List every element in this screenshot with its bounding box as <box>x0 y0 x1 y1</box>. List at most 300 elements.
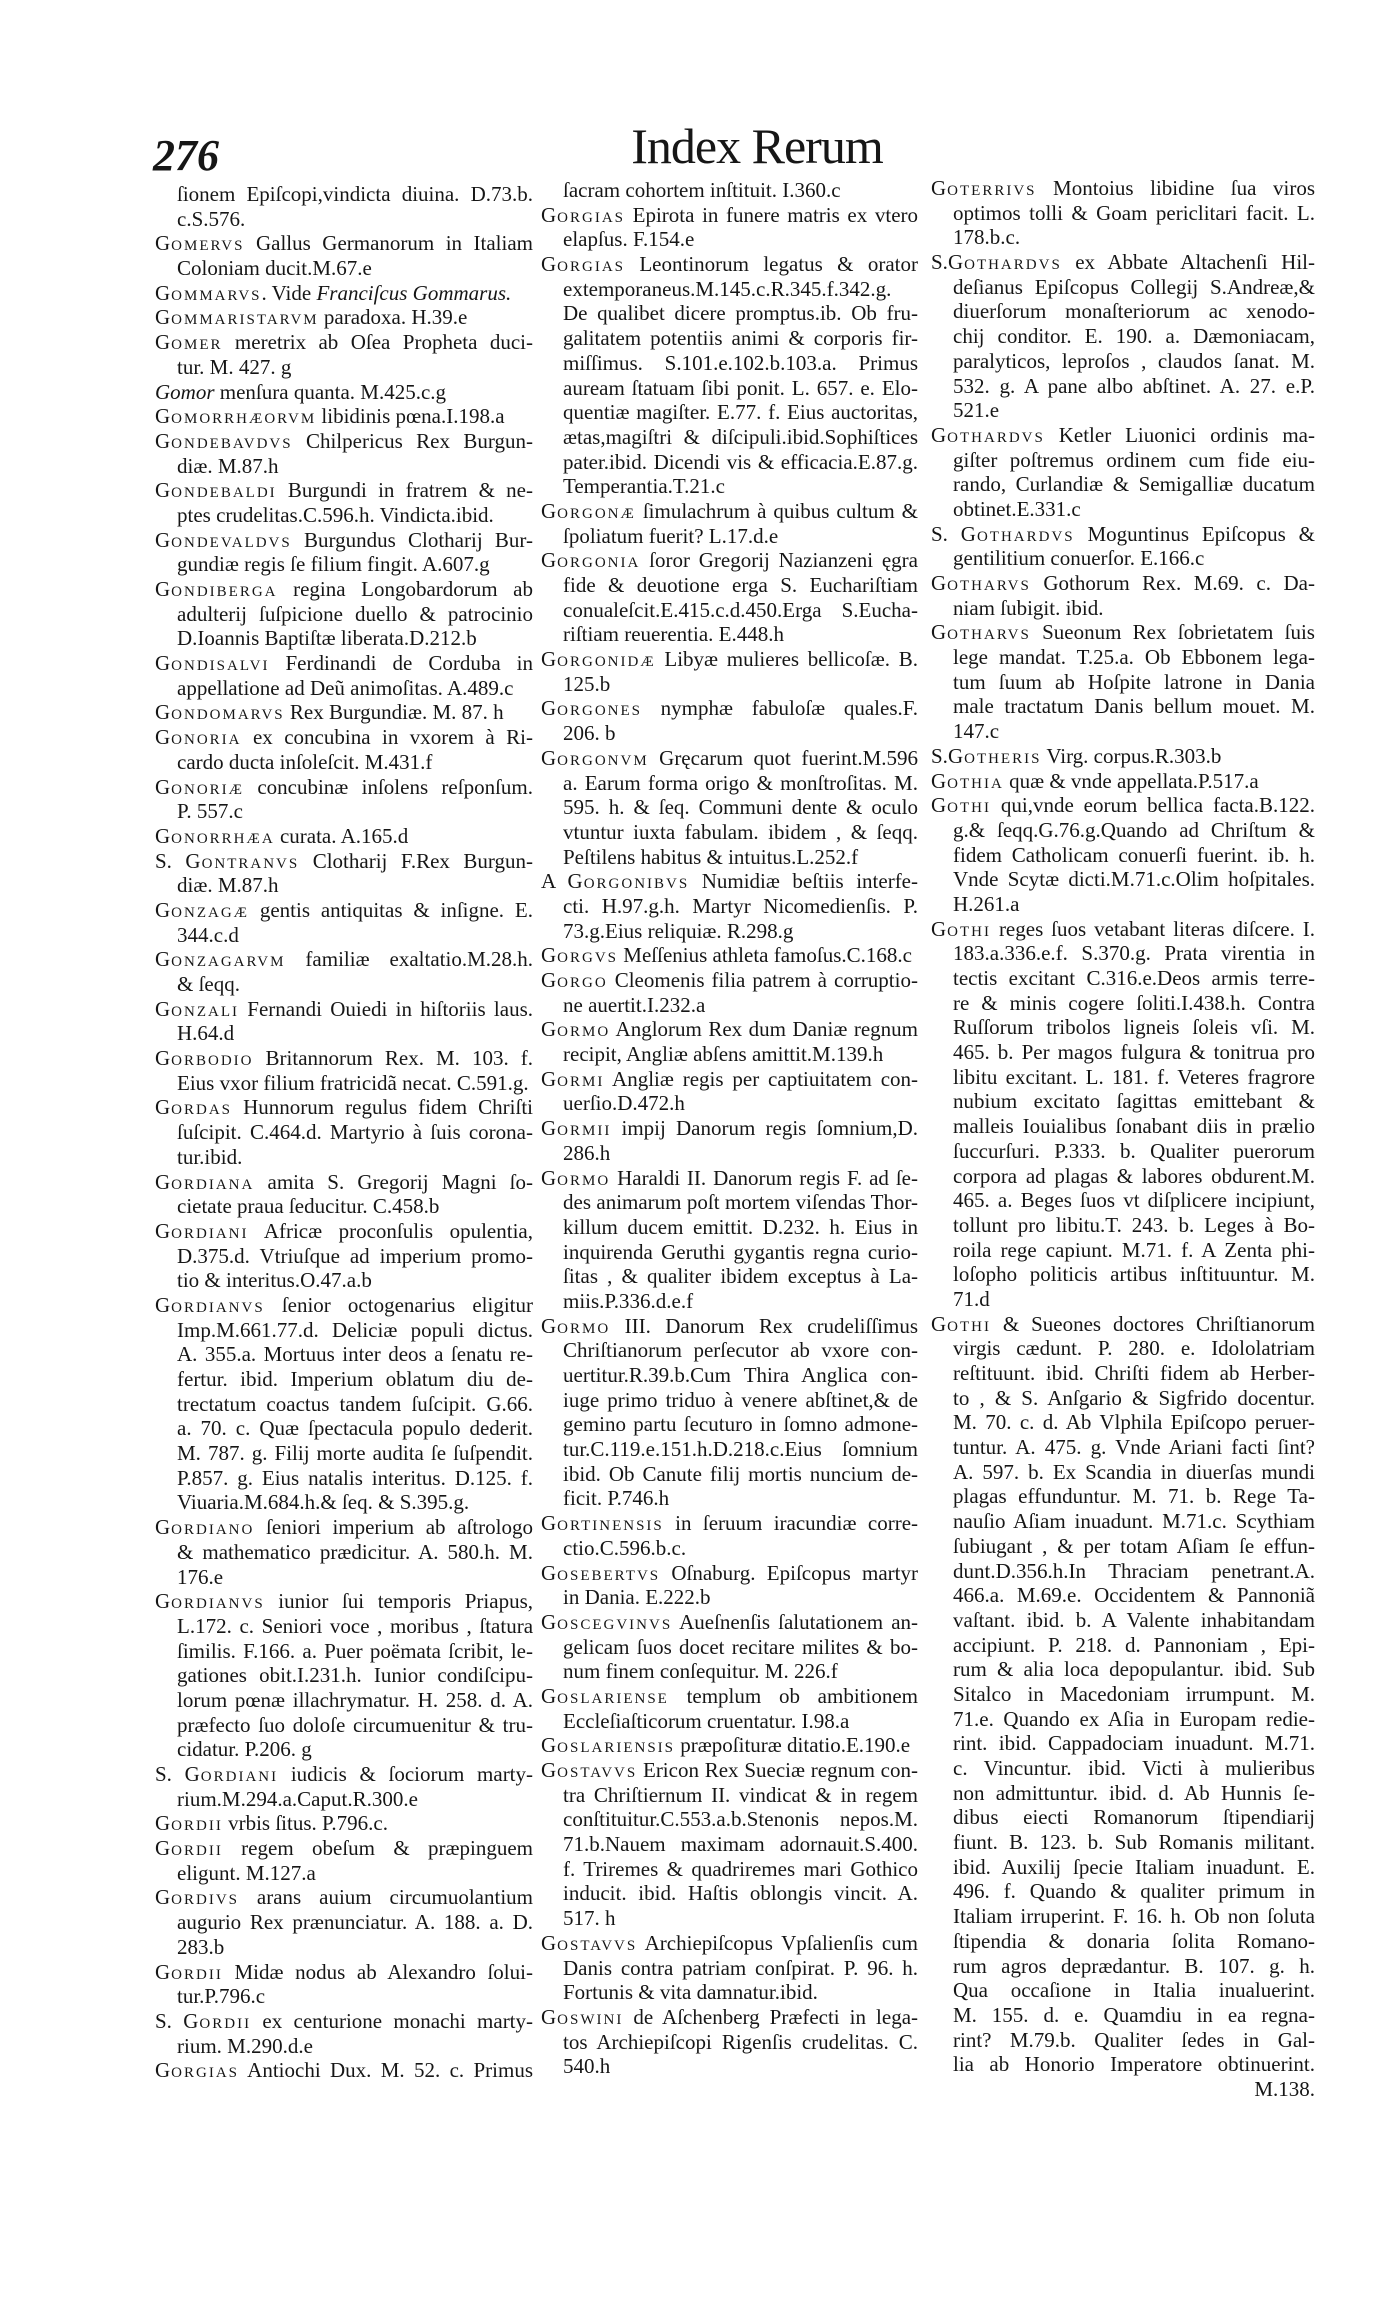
continuation-line: Eccleſiaſticorum cruentatur. I.98.a <box>563 1708 850 1733</box>
entry-headword: GOTERRIVS <box>931 176 1037 200</box>
index-entry-line <box>155 330 533 355</box>
continuation-line: tos Archiepiſcopi Rigenſis crudelitas. C. <box>563 2029 918 2054</box>
index-entry-line <box>155 1293 533 1318</box>
entry-headword: GORDIANA <box>155 1169 255 1194</box>
index-entry-line <box>155 281 533 306</box>
continuation-line: nubium excitato ſagittas emittebant & <box>953 1089 1315 1114</box>
entry-headword: GORGONIA <box>541 548 641 573</box>
index-entry-line <box>931 769 1315 794</box>
entry-headword: GOTHARDVS <box>960 521 1075 546</box>
continuation-line: 517. h <box>563 1906 616 1931</box>
continuation-line: niam ſubigit. ibid. <box>953 595 1104 620</box>
entry-headword: GOMORRHÆORVM <box>155 404 317 429</box>
continuation-line: rando, Curlandiæ & Semigalliæ ducatum <box>953 472 1315 497</box>
entry-headword: GORMO <box>541 1313 611 1338</box>
continuation-line: des animarum poſt mortem viſendas Thor- <box>563 1190 919 1215</box>
index-column-left <box>155 182 533 2083</box>
entry-text: amita S. Gregorij Magni ſo- <box>254 1169 534 1194</box>
entry-text: Ferdinandi de Corduba in <box>269 651 533 676</box>
index-entry-line <box>155 380 533 405</box>
continuation-line: 465. b. Per magos fulgura & tonitrua pro <box>953 1040 1316 1065</box>
index-entry-line <box>541 499 918 524</box>
index-entry-line <box>541 1116 918 1141</box>
entry-text: Burgundi in fratrem & ne- <box>276 478 533 503</box>
continuation-line: re & minis cogere ſoliti.I.438.h. Contra <box>953 990 1316 1015</box>
entry-headword: GOSLARIENSIS <box>541 1733 676 1758</box>
entry-headword: GORGIAS <box>541 252 626 277</box>
index-entry-line <box>155 2009 533 2034</box>
continuation-line: diuerſorum monaſteriorum ac xenodo- <box>953 299 1315 324</box>
entry-headword: GOMMARVS <box>155 280 262 305</box>
index-entry-line <box>931 793 1315 818</box>
continuation-line: tuntur. A. 475. g. Vnde Ariani facti ſint? <box>953 1435 1316 1460</box>
entry-text: Montoius libidine ſua viros <box>1036 176 1316 200</box>
continuation-line: vtuntur iuxta fabulam. ibidem , & ſeqq. <box>563 819 918 844</box>
index-entry-line <box>541 2005 918 2030</box>
continuation-line: Qua occaſione in Italia inualuerint. <box>953 1978 1315 2003</box>
continuation-line: rint. ibid. Cappadociam inuadunt. M.71. <box>953 1731 1315 1756</box>
continuation-line: elapſus. F.154.e <box>563 227 695 252</box>
index-entry-line <box>931 423 1315 448</box>
continuation-line: & mathematico prædicitur. A. 580.h. M. <box>177 1539 533 1564</box>
continuation-line: c. Vincuntur. ibid. Victi à mulieribus <box>953 1756 1315 1780</box>
continuation-line: ſimilis. F.166. a. Puer poëmata ſcribit, le- <box>177 1638 533 1663</box>
continuation-line: cidatur. P.206. g <box>177 1737 312 1762</box>
continuation-line: gelicam ſuos docet recitare milites & bo- <box>563 1634 919 1659</box>
entry-headword: GONDEBALDI <box>155 478 277 503</box>
index-entry-line <box>155 429 533 454</box>
index-entry-line <box>541 1931 918 1956</box>
entry-text: Africæ proconſulis opulentia, <box>248 1218 533 1243</box>
entry-headword: GONDISALVI <box>155 651 270 676</box>
continuation-line: inquirenda Geruthi gygantis regna curio- <box>563 1239 919 1264</box>
continuation-line: rum & alia loca depopulantur. ibid. Sub <box>953 1657 1315 1682</box>
continuation-line: nauſio Aſiam inuadunt. M.71.c. Scythiam <box>953 1509 1315 1534</box>
entry-text: Archiepiſcopus Vpſalienſis cum <box>637 1930 918 1955</box>
index-entry-line <box>541 746 918 771</box>
continuation-line: f. Triremes & quadriremes mari Gothico <box>563 1856 918 1881</box>
entry-text: Chilpericus Rex Burgun- <box>292 428 534 453</box>
continuation-line: A. 597. b. Ex Scandia in diuerſas mundi <box>953 1459 1315 1484</box>
continuation-line: 178.b.c. <box>953 225 1021 250</box>
index-entry-line <box>931 917 1315 942</box>
entry-headword: GORGO <box>541 968 608 992</box>
continuation-line: ſuccurſuri. P.333. b. Qualiter puerorum <box>953 1138 1315 1163</box>
continuation-line: gationes obit.I.231.h. Iunior condiſcipu- <box>177 1663 533 1688</box>
entry-text: Virg. corpus.R.303.b <box>1041 743 1222 768</box>
index-entry-line <box>931 571 1315 596</box>
continuation-line: ſuſcipit. C.464.d. Martyrio à ſuis corona- <box>177 1120 533 1145</box>
index-entry-line <box>155 231 533 256</box>
index-entry-line <box>155 1046 533 1071</box>
continuation-line: trectatum coactus tandem ſuſcipit. G.66. <box>177 1391 534 1416</box>
continuation-line: cardo ducta inſoleſcit. M.431.f <box>177 749 433 774</box>
continuation-line: rum agros deprædantur. B. 107. g. h. <box>953 1953 1315 1978</box>
entry-headword: GORDIANVS <box>155 1292 265 1317</box>
continuation-line: tur.P.796.c <box>177 1984 266 2009</box>
continuation-line: tollunt pro libitu.T. 243. b. Leges à Bo- <box>953 1212 1315 1237</box>
entry-text: Burgundus Clotharij Bur- <box>291 527 533 552</box>
entry-headword: GORGONÆ <box>541 498 636 523</box>
continuation-line: quentiæ magiſter. E.77. f. Eius auctoritas, <box>563 400 918 425</box>
index-entry-line <box>155 824 533 849</box>
entry-text: vrbis ſitus. P.796.c. <box>222 1811 388 1836</box>
continuation-line: accipiunt. P. 218. d. Pannoniam , Epi- <box>953 1632 1316 1657</box>
continuation-line: lia ab Honorio Imperatore obtinuerint. <box>953 2052 1315 2077</box>
index-entry-line <box>541 968 918 993</box>
index-entry-line <box>155 1095 533 1120</box>
continuation-line: gemino partu ſecuturo in ſomno admone- <box>563 1412 919 1437</box>
entry-text: Rex Burgundiæ. M. 87. h <box>284 700 504 725</box>
continuation-line: D.375.d. Vtriuſque ad imperium promo- <box>177 1243 533 1268</box>
continuation-line: gundiæ regis ſe filium fingit. A.607.g <box>177 552 490 577</box>
continuation-line: 125.b <box>563 671 611 696</box>
continuation-line: lege mandat. T.25.a. Ob Ebbonem lega- <box>953 645 1315 670</box>
running-title: Index Rerum <box>631 118 883 174</box>
continuation-line: g.& ſeqq.G.76.g.Quando ad Chriſtum & <box>953 817 1315 842</box>
entry-text: nymphæ fabuloſæ quales.F. <box>642 696 919 721</box>
continuation-line: uertitur.R.39.b.Cum Thira Anglica con- <box>563 1363 918 1387</box>
entry-text: Haraldi II. Danorum regis F. ad ſe- <box>610 1165 918 1190</box>
continuation-line: ætas,magiſtri & diſcipuli.ibid.Sophiſtices <box>563 424 918 449</box>
continuation-line: 540.h <box>563 2054 611 2079</box>
continuation-line: c.S.576. <box>177 206 246 231</box>
continuation-line: obtinet.E.331.c <box>953 496 1081 521</box>
index-entry-line <box>931 1312 1315 1337</box>
entry-text: Hunnorum regulus fidem Chriſti <box>232 1095 533 1120</box>
index-entry-line <box>155 1885 533 1910</box>
entry-text: Britannorum Rex. M. 103. f. <box>253 1046 533 1071</box>
entry-text: Epirota in funere matris ex vtero <box>625 202 919 227</box>
entry-headword: GORMI <box>541 1066 605 1091</box>
entry-text: Cleomenis filia patrem à corruptio- <box>607 968 918 992</box>
continuation-line: appellatione ad Deũ animoſitas. A.489.c <box>177 675 514 700</box>
continuation-line: 286.h <box>563 1140 611 1165</box>
entry-text: S. <box>155 848 186 873</box>
index-entry-line <box>541 203 918 228</box>
index-column-right <box>931 176 1315 2102</box>
continuation-line: miſſimus. S.101.e.102.b.103.a. Primus <box>563 350 918 375</box>
continuation-line: conſtituitur.C.553.a.b.Stenonis nepos.M. <box>563 1807 918 1832</box>
continuation-line: dunt.D.356.h.In Thraciam penetrant.A. <box>953 1558 1315 1583</box>
entry-text: templum ob ambitionem <box>668 1683 918 1708</box>
continuation-line: miis.P.336.d.e.f <box>563 1288 694 1313</box>
continuation-line: diæ. M.87.h <box>177 453 279 478</box>
index-entry-line <box>541 1017 918 1042</box>
entry-headword: GOMERVS <box>155 231 245 256</box>
index-entry-line <box>541 696 918 721</box>
entry-headword: GORGONIBVS <box>567 869 690 894</box>
index-entry-line <box>155 2058 533 2083</box>
entry-text: Antiochi Dux. M. 52. c. Primus <box>239 2058 533 2083</box>
entry-text: A <box>541 869 568 894</box>
continuation-line: ibid. Auxilij ſpecie Italiam inuadunt. E. <box>953 1854 1315 1879</box>
continuation-line: 521.e <box>953 398 1000 423</box>
entry-headword: GORDII <box>155 1959 223 1984</box>
entry-text: concubinæ inſolens reſponſum. <box>244 774 533 799</box>
continuation-line: reſtituunt. ibid. Chriſti fidem ab Herber- <box>953 1361 1316 1385</box>
entry-headword: GORGONVM <box>541 745 649 770</box>
index-entry-line <box>541 1684 918 1709</box>
index-entry-line <box>155 1589 533 1614</box>
continuation-line: ſtipendia & donaria ſolita Romano- <box>953 1928 1315 1953</box>
entry-text: Anglorum Rex dum Daniæ regnum <box>610 1017 918 1042</box>
entry-headword: GONDOMARVS <box>155 700 285 725</box>
continuation-line: ſacram cohortem inſtituit. I.360.c <box>563 178 841 202</box>
entry-text: gentis antiquitas & inſigne. E. <box>249 897 533 922</box>
continuation-line: M. 787. g. Filij morte audita ſe ſuſpendit. <box>177 1441 534 1466</box>
continuation-line: ibid. Ob Canute filij mortis nuncium de- <box>563 1461 919 1486</box>
continuation-line: 206. b <box>563 721 616 746</box>
page-number: 276 <box>153 131 219 180</box>
continuation-line: ficit. P.746.h <box>563 1486 670 1511</box>
entry-headword: GOTHARVS <box>931 571 1031 595</box>
entry-headword: GORMII <box>541 1116 612 1141</box>
continuation-line: plagas effunduntur. M. 71. b. Rege Ta- <box>953 1484 1315 1509</box>
entry-headword: GOMER <box>155 330 223 355</box>
continuation-line: rium. M.290.d.e <box>177 2033 313 2058</box>
index-entry-line <box>541 548 918 573</box>
index-entry-line <box>541 252 918 277</box>
entry-text: Numidiæ beſtiis interfe- <box>689 869 918 894</box>
continuation-line: 595. h. & ſeq. Communi dente & oculo <box>563 795 919 820</box>
continuation-line: & ſeqq. <box>177 972 240 996</box>
index-entry-line <box>155 997 533 1022</box>
continuation-line: 183.a.336.e.f. S.370.g. Prata virentia in <box>953 941 1316 966</box>
entry-text: S. <box>155 1762 185 1786</box>
entry-headword: GORDIANI <box>184 1762 279 1786</box>
entry-text: impij Danorum regis ſomnium,D. <box>611 1116 918 1141</box>
entry-text: S. <box>931 743 948 768</box>
entry-headword: GOTHI <box>931 1311 991 1336</box>
continuation-line: H.261.a <box>953 891 1020 916</box>
continuation-line: 465. a. Beges ſuos vt diſplicere incipiunt, <box>953 1188 1316 1213</box>
index-entry-line <box>541 647 918 672</box>
entry-text: de Aſchenberg Præfecti in lega- <box>623 2004 919 2029</box>
continuation-line: male tractatum Danis bellum mouet. M. <box>953 694 1315 719</box>
continuation-line: in Dania. E.222.b <box>563 1585 711 1610</box>
continuation-line: paralyticos, leproſos , claudos ſanat. M. <box>953 348 1316 373</box>
entry-text: ſimulachrum à quibus cultum & <box>635 498 919 523</box>
entry-text: Leontinorum legatus & orator <box>625 252 918 277</box>
continuation-line: ſubiugant , & per totam Aſiam ſe effun- <box>953 1533 1315 1558</box>
entry-headword: GORBODIO <box>155 1046 254 1071</box>
entry-text: Ericon Rex Sueciæ regnum con- <box>637 1758 918 1782</box>
entry-headword: GORDIANI <box>155 1218 249 1243</box>
continuation-line: ſpoliatum fuerit? L.17.d.e <box>563 523 779 548</box>
index-entry-line <box>155 1170 533 1195</box>
continuation-line: Viuaria.M.684.h.& ſeq. & S.395.g. <box>177 1490 470 1515</box>
entry-headword: GONDEBAVDVS <box>155 428 293 453</box>
entry-headword: GOSTAVVS <box>541 1758 638 1782</box>
entry-headword: GOSCEGVINVS <box>541 1609 673 1634</box>
entry-headword: GONORIA <box>155 725 242 750</box>
continuation-line: cti. H.97.g.h. Martyr Nicomedienſis. P. <box>563 893 919 918</box>
entry-headword: GORTINENSIS <box>541 1511 664 1536</box>
entry-headword: GOTHI <box>931 793 991 818</box>
continuation-line: 532. g. A pane albo abſtinet. A. 27. e.P. <box>953 373 1315 398</box>
index-entry-line <box>155 577 533 602</box>
entry-headword: GONZALI <box>155 996 239 1021</box>
index-entry-line <box>155 775 533 800</box>
entry-headword: GONTRANVS <box>185 848 300 873</box>
continuation-line: ptes crudelitas.C.596.h. Vindicta.ibid. <box>177 502 494 527</box>
entry-headword: GONORRHÆA <box>155 823 275 848</box>
continuation-line: fide & deuotione erga S. Euchariſtiam <box>563 573 918 597</box>
index-entry-line <box>541 1733 918 1758</box>
entry-text: . Vide <box>261 280 317 305</box>
continuation-line: cietate praua ſeducitur. C.458.b <box>177 1194 440 1219</box>
entry-headword: GOTHIA <box>931 768 1004 793</box>
continuation-line: Italiam irruperint. F. 16. h. Ob non ſoluta <box>953 1904 1315 1929</box>
entry-text: curata. A.165.d <box>274 823 409 848</box>
entry-headword: GORMO <box>541 1165 611 1190</box>
continuation-line: 176.e <box>177 1564 224 1589</box>
continuation-line: deſianus Epiſcopus Collegij S.Andreæ,& <box>953 274 1316 299</box>
continuation-line: rium.M.294.a.Caput.R.300.e <box>177 1786 418 1811</box>
continuation-line: riſtiam reuerentia. E.448.h <box>563 622 785 647</box>
continuation-line: giſter poſtremus ordinem cum fide eiu- <box>953 447 1315 472</box>
entry-text: qui,vnde eorum bellica facta.B.122. <box>991 793 1316 818</box>
entry-text: ex centurione monachi marty- <box>251 2008 534 2033</box>
continuation-line: 71.e. Quando ex Aſia in Europam redie- <box>953 1706 1315 1731</box>
entry-headword: GORDIANVS <box>155 1589 265 1614</box>
continuation-line: augurio Rex prænunciatur. A. 188. a. D. <box>177 1910 534 1935</box>
continuation-line: diæ. M.87.h <box>177 873 279 898</box>
index-entry-line <box>155 725 533 750</box>
continuation-line: Ruſſorum tribolos ligneis ſoleis vſi. M. <box>953 1015 1316 1040</box>
continuation-line: tur.ibid. <box>177 1144 243 1169</box>
continuation-line: iuge primo triduo à venere abſtinet,& de <box>563 1387 918 1412</box>
continuation-line: recipit, Angliæ abſens amittit.M.139.h <box>563 1042 884 1067</box>
index-entry-line <box>931 250 1315 275</box>
continuation-line: H.64.d <box>177 1021 235 1046</box>
entry-headword: GOTHARDVS <box>947 250 1062 275</box>
entry-text: paradoxa. H.39.e <box>318 305 468 330</box>
continuation-line: extemporaneus.M.145.c.R.345.f.342.g. <box>563 276 892 301</box>
continuation-line: 71.b.Nauem maximam adornauit.S.400. <box>563 1832 918 1857</box>
entry-text: iunior ſui temporis Priapus, <box>264 1589 533 1614</box>
entry-headword: GORDIVS <box>155 1885 240 1910</box>
entry-text: ſeniori imperium ab aſtrologo <box>254 1515 534 1540</box>
entry-headword: GOTHARDVS <box>931 422 1045 447</box>
entry-text: S. <box>931 521 961 546</box>
index-entry-line <box>931 176 1315 201</box>
entry-text: Ketler Liuonici ordinis ma- <box>1044 422 1315 447</box>
continuation-line: 496. f. Quando & qualiter primum in <box>953 1879 1316 1904</box>
continuation-line: inducit. ibid. Haſtis oblongis vincit. A. <box>563 1881 918 1906</box>
entry-headword: GONDIBERGA <box>155 577 278 601</box>
continuation-line: loſopho politicis artibus inſtituuntur. M. <box>953 1262 1315 1287</box>
continuation-line: Sitalco in Macedoniam irrumpunt. M. <box>953 1681 1316 1706</box>
entry-headword: GOTHI <box>931 916 991 941</box>
continuation-line: tum ſuum ab Hoſpite latrone in Dania <box>953 669 1315 694</box>
continuation-line: to , & S. Anſgario & Sigfrido docentur. <box>953 1385 1315 1410</box>
continuation-line: num finem conſequitur. M. 226.f <box>563 1659 838 1684</box>
continuation-line: chij conditor. E. 190. a. Dæmoniacam, <box>953 324 1316 349</box>
entry-headword: GORGONIDÆ <box>541 647 656 672</box>
entry-text: quæ & vnde appellata.P.517.a <box>1003 768 1259 793</box>
continuation-line: tur.C.119.e.151.h.D.218.c.Eius ſomnium <box>563 1437 918 1462</box>
index-entry-line <box>155 700 533 725</box>
index-entry-line <box>155 947 533 972</box>
continuation-line: tio & interitus.O.47.a.b <box>177 1268 372 1293</box>
index-entry-line <box>541 1561 918 1586</box>
continuation-line: præfecto ſuo doloſe circumuenitur & tru- <box>177 1712 533 1737</box>
entry-text: iudicis & ſociorum marty- <box>278 1762 534 1786</box>
index-entry-line <box>155 404 533 429</box>
continuation-line: Imp.M.661.77.d. Deliciæ populi dictus. <box>177 1317 533 1342</box>
continuation-line: Temperantia.T.21.c <box>563 474 725 499</box>
index-entry-line <box>155 1811 533 1836</box>
index-entry-line <box>541 1610 918 1635</box>
continuation-line: pater.ibid. Dicendi vis & efficacia.E.87.g. <box>563 449 918 474</box>
entry-text: Fernandi Ouiedi in hiſtoriis laus. <box>239 996 534 1021</box>
entry-text: S. <box>931 250 948 275</box>
continuation-line: roila rege capiunt. M.71. f. A Zenta phi- <box>953 1237 1315 1262</box>
continuation-line: conualeſcit.E.415.c.d.450.Erga S.Eucha- <box>563 597 918 622</box>
entry-headword: GOSTAVVS <box>541 1930 638 1955</box>
entry-text: menſura quanta. M.425.c.g <box>214 379 447 404</box>
entry-text: S. <box>155 2008 184 2033</box>
entry-headword: GORDAS <box>155 1095 233 1120</box>
continuation-line: tra Chriſtiernum II. vindicat & in regem <box>563 1782 918 1807</box>
continuation-line: Eius vxor filium fratricidã necat. C.591.g. <box>177 1070 529 1095</box>
index-entry-line <box>155 898 533 923</box>
continuation-line: D.Ioannis Baptiſtæ liberata.D.212.b <box>177 626 477 651</box>
continuation-line: fiunt. B. 123. b. Sub Romanis militant. <box>953 1830 1315 1855</box>
index-entry-line <box>155 305 533 330</box>
index-entry-line <box>931 744 1315 769</box>
index-entry-line <box>155 1836 533 1861</box>
entry-text: regina Longobardorum ab <box>277 577 533 601</box>
entry-headword: GONORIÆ <box>155 774 245 799</box>
index-entry-line <box>155 1960 533 1985</box>
entry-text: Moguntinus Epiſcopus & <box>1074 521 1315 546</box>
entry-headword: GORGONES <box>541 696 643 721</box>
continuation-line: auream ſtatuam ſibi ponit. L. 657. e. Elo- <box>563 375 918 400</box>
entry-text: & Sueones doctores Chriſtianorum <box>991 1311 1315 1336</box>
index-entry-line <box>931 620 1315 645</box>
continuation-line: libitu excitant. L. 181. f. Veteres fragrore <box>953 1064 1315 1089</box>
entry-headword: GORGIAS <box>541 202 626 227</box>
continuation-line: ſitas , & qualiter ibidem exceptus à La- <box>563 1264 919 1289</box>
entry-text: Libyæ mulieres bellicoſæ. B. <box>655 647 918 672</box>
continuation-line: virgis cædunt. P. 280. e. Idololatriam <box>953 1336 1315 1361</box>
entry-headword: GOSEBERTVS <box>541 1560 661 1585</box>
continuation-line: non admittuntur. ibid. d. Ab Hunnis ſe- <box>953 1780 1316 1805</box>
continuation-line: 147.c <box>953 719 1000 744</box>
index-entry-line <box>155 478 533 503</box>
continuation-line: dibus eiecti Romanorum ſtipendiarij <box>953 1805 1315 1830</box>
continuation-line: gentilitium conuerſor. E.166.c <box>953 546 1205 571</box>
continuation-line: uerſio.D.472.h <box>563 1091 685 1116</box>
continuation-line: vaſtant. ibid. b. A Valente inhabitandam <box>953 1607 1316 1632</box>
entry-text: Gallus Germanorum in Italiam <box>244 231 534 256</box>
entry-headword: GORDII <box>155 1811 223 1836</box>
entry-text: meretrix ab Oſea Propheta duci- <box>222 330 534 355</box>
continuation-line: ne auertit.I.232.a <box>563 992 706 1017</box>
index-entry-line <box>931 522 1315 547</box>
index-entry-line <box>541 1166 918 1191</box>
index-entry-line <box>155 528 533 553</box>
continuation-line: tectis excitant C.316.e.Deos armis terre- <box>953 966 1315 990</box>
italic-text: Franciſcus Gommarus. <box>316 280 512 305</box>
continuation-line: eligunt. M.127.a <box>177 1860 316 1885</box>
continuation-line: Vnde Scytæ dicti.M.71.c.Olim hoſpitales. <box>953 867 1315 892</box>
continuation-line: fidem Catholicam conuerſi fuerint. ib. h. <box>953 842 1316 867</box>
continuation-line: 344.c.d <box>177 922 239 947</box>
